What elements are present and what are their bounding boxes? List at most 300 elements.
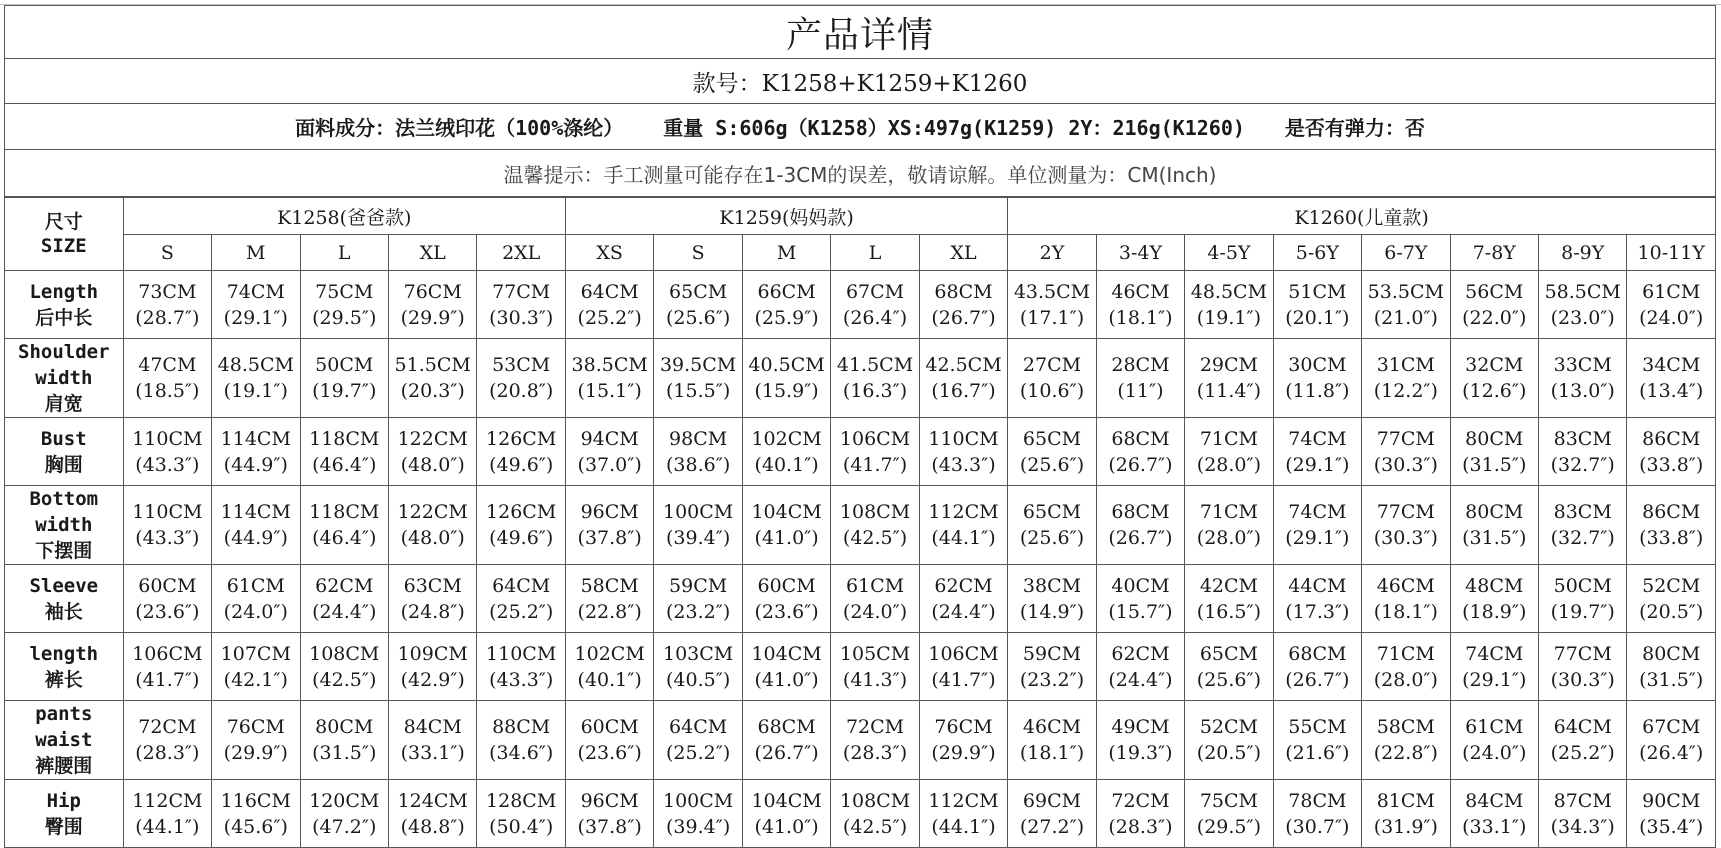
inch-value: (33.8″) — [1639, 453, 1704, 476]
measurement-cell — [1185, 271, 1273, 339]
cm-value: 80CM — [1642, 642, 1701, 665]
inch-value: (30.3″) — [1550, 668, 1615, 691]
cm-value: 41.5CM — [836, 354, 914, 376]
measurement-cell — [742, 486, 830, 565]
cm-value: 86CM — [1642, 427, 1701, 450]
inch-value: (19.7″) — [312, 380, 377, 402]
cm-value: 68CM — [757, 716, 816, 738]
measurement-cell — [1538, 271, 1626, 339]
inch-value: (40.1″) — [577, 668, 642, 691]
inch-value: (14.9″) — [1019, 600, 1085, 623]
measurement-cell — [300, 418, 388, 486]
inch-value: (18.1″) — [1108, 306, 1173, 329]
measurement-cell — [1008, 418, 1096, 486]
cm-value: 29CM — [1199, 354, 1258, 376]
style-number: 款号：K1258+K1259+K1260 — [4, 59, 1716, 104]
cm-value: 71CM — [1376, 642, 1435, 665]
cm-value: 81CM — [1376, 789, 1435, 812]
measurement-notice: 温馨提示：手工测量可能存在1-3CM的误差，敬请谅解。单位测量为：CM(Inch) — [4, 150, 1716, 197]
cm-value: 42CM — [1199, 574, 1258, 597]
cm-value: 61CM — [1642, 280, 1701, 303]
row-label-cn: 裤腰围 — [35, 755, 93, 777]
inch-value: (49.6″) — [489, 453, 554, 476]
inch-value: (24.4″) — [312, 600, 377, 623]
inch-value: (42.1″) — [223, 668, 288, 691]
measurement-cell — [1096, 418, 1184, 486]
cm-value: 65CM — [669, 280, 728, 303]
measurement-cell — [919, 339, 1008, 418]
inch-value: (25.9″) — [754, 306, 819, 329]
inch-value: (44.9″) — [223, 527, 288, 549]
row-label-en: Bust — [40, 427, 87, 450]
size-label-cn: 尺寸 — [44, 211, 83, 233]
measurement-cell — [565, 701, 653, 780]
cm-value: 28CM — [1111, 354, 1170, 376]
measurement-cell — [388, 701, 476, 780]
measurement-cell — [831, 418, 919, 486]
measurement-cell — [1450, 565, 1538, 633]
inch-value: (23.0″) — [1550, 306, 1615, 329]
cm-value: 68CM — [1288, 642, 1347, 665]
measurement-cell — [1008, 633, 1096, 701]
size-header: XL — [388, 235, 476, 271]
measurement-cell — [388, 486, 476, 565]
inch-value: (41.0″) — [754, 815, 819, 838]
measurement-cell — [1273, 780, 1361, 848]
cm-value: 122CM — [397, 427, 468, 450]
inch-value: (15.1″) — [577, 380, 642, 402]
cm-value: 38CM — [1022, 574, 1082, 597]
measurement-cell — [654, 271, 742, 339]
cm-value: 59CM — [669, 574, 728, 597]
cm-value: 74CM — [1465, 642, 1524, 665]
measurement-cell — [300, 565, 388, 633]
cm-value: 38.5CM — [571, 354, 648, 376]
table-row — [5, 339, 1716, 418]
row-label-cn: 臀围 — [44, 815, 83, 838]
row-label-en: pants waist — [35, 703, 93, 751]
cm-value: 71CM — [1199, 501, 1258, 523]
measurement-cell — [123, 633, 211, 701]
measurement-cell — [742, 271, 830, 339]
inch-value: (45.6″) — [223, 815, 288, 838]
inch-value: (19.1″) — [1196, 306, 1262, 329]
inch-value: (41.0″) — [754, 527, 819, 549]
inch-value: (29.5″) — [1196, 815, 1262, 838]
cm-value: 84CM — [403, 716, 462, 738]
measurement-cell — [1273, 486, 1361, 565]
inch-value: (18.1″) — [1019, 742, 1085, 764]
cm-value: 40.5CM — [748, 354, 825, 376]
cm-value: 64CM — [669, 716, 728, 738]
inch-value: (48.0″) — [400, 453, 465, 476]
inch-value: (29.1″) — [1462, 668, 1527, 691]
cm-value: 67CM — [1642, 716, 1701, 738]
inch-value: (31.5″) — [1639, 668, 1704, 691]
measurement-cell — [919, 486, 1008, 565]
inch-value: (23.2″) — [666, 600, 731, 623]
inch-value: (26.4″) — [1639, 742, 1704, 764]
inch-value: (40.1″) — [754, 453, 819, 476]
inch-value: (46.4″) — [312, 527, 377, 549]
size-header: 10-11Y — [1627, 235, 1716, 271]
size-header: M — [742, 235, 830, 271]
measurement-cell — [1185, 565, 1273, 633]
cm-value: 63CM — [403, 574, 462, 597]
inch-value: (49.6″) — [489, 527, 554, 549]
inch-value: (29.9″) — [931, 742, 996, 764]
measurement-cell — [388, 418, 476, 486]
measurement-cell — [123, 780, 211, 848]
cm-value: 107CM — [220, 642, 291, 665]
inch-value: (48.8″) — [400, 815, 465, 838]
cm-value: 76CM — [226, 716, 285, 738]
cm-value: 83CM — [1553, 427, 1612, 450]
cm-value: 72CM — [845, 716, 905, 738]
inch-value: (11.4″) — [1196, 380, 1262, 402]
page-title: 产品详情 — [4, 5, 1716, 59]
row-label-cn: 袖长 — [44, 600, 83, 623]
measurement-cell — [654, 418, 742, 486]
cm-value: 74CM — [226, 280, 285, 303]
measurement-cell — [1538, 339, 1626, 418]
measurement-cell — [565, 633, 653, 701]
measurement-cell — [1008, 271, 1096, 339]
cm-value: 68CM — [1111, 501, 1170, 523]
measurement-cell — [212, 565, 300, 633]
inch-value: (25.6″) — [1196, 668, 1262, 691]
cm-value: 80CM — [1465, 427, 1524, 450]
measurement-cell — [1538, 565, 1626, 633]
cm-value: 110CM — [132, 427, 203, 450]
measurement-cell — [1273, 271, 1361, 339]
row-label — [5, 486, 124, 565]
cm-value: 61CM — [226, 574, 285, 597]
inch-value: (29.5″) — [312, 306, 377, 329]
cm-value: 48CM — [1465, 574, 1524, 597]
cm-value: 51CM — [1288, 280, 1347, 303]
measurement-cell — [1273, 418, 1361, 486]
cm-value: 110CM — [928, 427, 999, 450]
cm-value: 46CM — [1376, 574, 1435, 597]
measurement-cell — [1362, 565, 1450, 633]
measurement-cell — [1008, 565, 1096, 633]
measurement-cell — [1538, 486, 1626, 565]
table-row — [5, 701, 1716, 780]
measurement-cell — [742, 565, 830, 633]
measurement-cell — [654, 339, 742, 418]
measurement-cell — [388, 271, 476, 339]
measurement-cell — [1008, 339, 1096, 418]
cm-value: 62CM — [1111, 642, 1170, 665]
inch-value: (39.4″) — [666, 815, 731, 838]
cm-value: 112CM — [928, 501, 999, 523]
inch-value: (23.6″) — [577, 742, 642, 764]
inch-value: (41.7″) — [931, 668, 996, 691]
cm-value: 66CM — [757, 280, 816, 303]
row-label-en: Length — [29, 280, 99, 303]
inch-value: (19.7″) — [1550, 600, 1615, 623]
inch-value: (20.5″) — [1639, 600, 1704, 623]
measurement-cell — [388, 780, 476, 848]
cm-value: 53.5CM — [1367, 280, 1444, 303]
measurement-cell — [831, 701, 919, 780]
inch-value: (12.6″) — [1462, 380, 1527, 402]
inch-value: (30.7″) — [1285, 815, 1350, 838]
cm-value: 72CM — [1111, 789, 1170, 812]
measurement-cell — [123, 418, 211, 486]
cm-value: 58CM — [1376, 716, 1435, 738]
table-row — [5, 633, 1716, 701]
inch-value: (25.6″) — [1019, 527, 1085, 549]
measurement-cell — [919, 565, 1008, 633]
cm-value: 52CM — [1199, 716, 1258, 738]
inch-value: (30.3″) — [1373, 527, 1438, 549]
inch-value: (26.7″) — [931, 306, 996, 329]
cm-value: 104CM — [751, 501, 822, 523]
measurement-cell — [1627, 633, 1716, 701]
table-row — [5, 780, 1716, 848]
measurement-cell — [1008, 486, 1096, 565]
cm-value: 49CM — [1111, 716, 1170, 738]
inch-value: (37.8″) — [577, 815, 642, 838]
inch-value: (30.3″) — [1373, 453, 1438, 476]
measurement-cell — [565, 418, 653, 486]
cm-value: 68CM — [1111, 427, 1170, 450]
cm-value: 114CM — [220, 427, 291, 450]
inch-value: (18.5″) — [135, 380, 200, 402]
inch-value: (40.5″) — [666, 668, 731, 691]
cm-value: 62CM — [315, 574, 374, 597]
measurement-cell — [742, 780, 830, 848]
fabric-elastic: 是否有弹力：否 — [1284, 116, 1425, 140]
inch-value: (15.5″) — [666, 380, 731, 402]
measurement-cell — [654, 633, 742, 701]
inch-value: (41.0″) — [754, 668, 819, 691]
size-header: L — [831, 235, 919, 271]
inch-value: (33.1″) — [400, 742, 465, 764]
row-label-en: Sleeve — [29, 574, 99, 597]
inch-value: (17.1″) — [1019, 306, 1085, 329]
inch-value: (19.3″) — [1108, 742, 1173, 764]
inch-value: (41.3″) — [842, 668, 908, 691]
measurement-cell — [477, 418, 566, 486]
inch-value: (29.1″) — [223, 306, 288, 329]
cm-value: 53CM — [492, 354, 551, 376]
measurement-cell — [742, 633, 830, 701]
size-label-cell — [5, 198, 124, 271]
measurement-cell — [565, 271, 653, 339]
size-label-en: SIZE — [40, 235, 87, 257]
inch-value: (23.6″) — [754, 600, 819, 623]
size-header: S — [654, 235, 742, 271]
size-header: 8-9Y — [1538, 235, 1626, 271]
measurement-cell — [1185, 486, 1273, 565]
inch-value: (25.2″) — [489, 600, 554, 623]
cm-value: 73CM — [138, 280, 197, 303]
cm-value: 87CM — [1553, 789, 1612, 812]
size-table — [4, 197, 1716, 848]
size-header: S — [123, 235, 211, 271]
size-header: XL — [919, 235, 1008, 271]
cm-value: 64CM — [492, 574, 551, 597]
inch-value: (26.7″) — [1108, 453, 1173, 476]
inch-value: (24.8″) — [400, 600, 465, 623]
inch-value: (28.7″) — [135, 306, 200, 329]
cm-value: 47CM — [138, 354, 197, 376]
measurement-cell — [212, 418, 300, 486]
row-label — [5, 780, 124, 848]
cm-value: 58.5CM — [1544, 280, 1621, 303]
measurement-cell — [477, 780, 566, 848]
measurement-cell — [831, 486, 919, 565]
inch-value: (42.5″) — [842, 527, 908, 549]
cm-value: 96CM — [580, 789, 639, 812]
cm-value: 69CM — [1022, 789, 1082, 812]
inch-value: (46.4″) — [312, 453, 377, 476]
measurement-cell — [1362, 271, 1450, 339]
inch-value: (34.3″) — [1550, 815, 1615, 838]
cm-value: 75CM — [315, 280, 374, 303]
cm-value: 52CM — [1642, 574, 1701, 597]
measurement-cell — [919, 418, 1008, 486]
inch-value: (15.9″) — [754, 380, 819, 402]
cm-value: 64CM — [580, 280, 639, 303]
inch-value: (20.3″) — [400, 380, 465, 402]
measurement-cell — [742, 418, 830, 486]
measurement-cell — [1450, 780, 1538, 848]
measurement-cell — [1096, 565, 1184, 633]
inch-value: (28.3″) — [842, 742, 908, 764]
inch-value: (26.7″) — [1108, 527, 1173, 549]
measurement-cell — [1362, 339, 1450, 418]
inch-value: (29.9″) — [223, 742, 288, 764]
cm-value: 126CM — [486, 501, 557, 523]
cm-value: 83CM — [1553, 501, 1612, 523]
size-header: 6-7Y — [1362, 235, 1450, 271]
measurement-cell — [1185, 633, 1273, 701]
inch-value: (12.2″) — [1373, 380, 1438, 402]
inch-value: (23.6″) — [135, 600, 200, 623]
measurement-cell — [1538, 633, 1626, 701]
size-header: M — [212, 235, 300, 271]
inch-value: (31.9″) — [1373, 815, 1438, 838]
row-label — [5, 565, 124, 633]
measurement-cell — [212, 780, 300, 848]
cm-value: 64CM — [1553, 716, 1612, 738]
measurement-cell — [300, 339, 388, 418]
inch-value: (43.3″) — [931, 453, 996, 476]
cm-value: 32CM — [1465, 354, 1524, 376]
cm-value: 100CM — [662, 501, 734, 523]
measurement-cell — [212, 633, 300, 701]
measurement-cell — [919, 271, 1008, 339]
cm-value: 48.5CM — [217, 354, 294, 376]
inch-value: (22.8″) — [1373, 742, 1438, 764]
measurement-cell — [212, 339, 300, 418]
cm-value: 40CM — [1111, 574, 1170, 597]
cm-value: 80CM — [315, 716, 374, 738]
measurement-cell — [565, 780, 653, 848]
row-label-cn: 裤长 — [44, 668, 83, 691]
inch-value: (24.0″) — [1462, 742, 1527, 764]
row-label-cn: 后中长 — [35, 306, 93, 329]
measurement-cell — [565, 486, 653, 565]
cm-value: 61CM — [1465, 716, 1524, 738]
inch-value: (25.2″) — [577, 306, 642, 329]
cm-value: 67CM — [845, 280, 905, 303]
measurement-cell — [477, 565, 566, 633]
cm-value: 100CM — [662, 789, 734, 812]
inch-value: (28.0″) — [1196, 527, 1262, 549]
group-header: K1259(妈妈款) — [565, 198, 1007, 235]
table-row — [5, 486, 1716, 565]
cm-value: 104CM — [751, 642, 822, 665]
fabric-weight: 重量 S:606g（K1258）XS:497g(K1259) 2Y：216g(K1260) — [663, 116, 1245, 140]
cm-value: 112CM — [132, 789, 203, 812]
measurement-cell — [1096, 701, 1184, 780]
row-label — [5, 271, 124, 339]
cm-value: 74CM — [1288, 427, 1347, 450]
cm-value: 102CM — [574, 642, 645, 665]
inch-value: (24.0″) — [223, 600, 288, 623]
measurement-cell — [919, 701, 1008, 780]
table-row — [5, 271, 1716, 339]
cm-value: 43.5CM — [1013, 280, 1091, 303]
inch-value: (18.9″) — [1462, 600, 1527, 623]
inch-value: (25.2″) — [666, 742, 731, 764]
inch-value: (25.6″) — [1019, 453, 1085, 476]
inch-value: (16.5″) — [1196, 600, 1262, 623]
row-label-en: Bottom width — [29, 488, 99, 536]
inch-value: (11.8″) — [1285, 380, 1350, 402]
measurement-cell — [565, 565, 653, 633]
measurement-cell — [1538, 780, 1626, 848]
measurement-cell — [300, 633, 388, 701]
inch-value: (23.2″) — [1019, 668, 1085, 691]
inch-value: (43.3″) — [135, 527, 200, 549]
measurement-cell — [831, 565, 919, 633]
group-header: K1260(儿童款) — [1008, 198, 1716, 235]
measurement-cell — [919, 780, 1008, 848]
measurement-cell — [300, 486, 388, 565]
inch-value: (20.8″) — [489, 380, 554, 402]
measurement-cell — [742, 701, 830, 780]
inch-value: (37.8″) — [577, 527, 642, 549]
cm-value: 76CM — [403, 280, 462, 303]
row-label-en: length — [29, 642, 99, 665]
cm-value: 77CM — [1376, 501, 1435, 523]
cm-value: 74CM — [1288, 501, 1347, 523]
cm-value: 60CM — [757, 574, 816, 597]
measurement-cell — [300, 780, 388, 848]
cm-value: 124CM — [397, 789, 468, 812]
measurement-cell — [831, 633, 919, 701]
measurement-cell — [1185, 339, 1273, 418]
cm-value: 90CM — [1642, 789, 1701, 812]
cm-value: 108CM — [839, 501, 911, 523]
inch-value: (24.0″) — [842, 600, 908, 623]
inch-value: (39.4″) — [666, 527, 731, 549]
cm-value: 126CM — [486, 427, 557, 450]
inch-value: (38.6″) — [666, 453, 731, 476]
measurement-cell — [1627, 418, 1716, 486]
measurement-cell — [1273, 339, 1361, 418]
measurement-cell — [1185, 701, 1273, 780]
inch-value: (26.4″) — [842, 306, 908, 329]
size-header: 7-8Y — [1450, 235, 1538, 271]
cm-value: 80CM — [1465, 501, 1524, 523]
